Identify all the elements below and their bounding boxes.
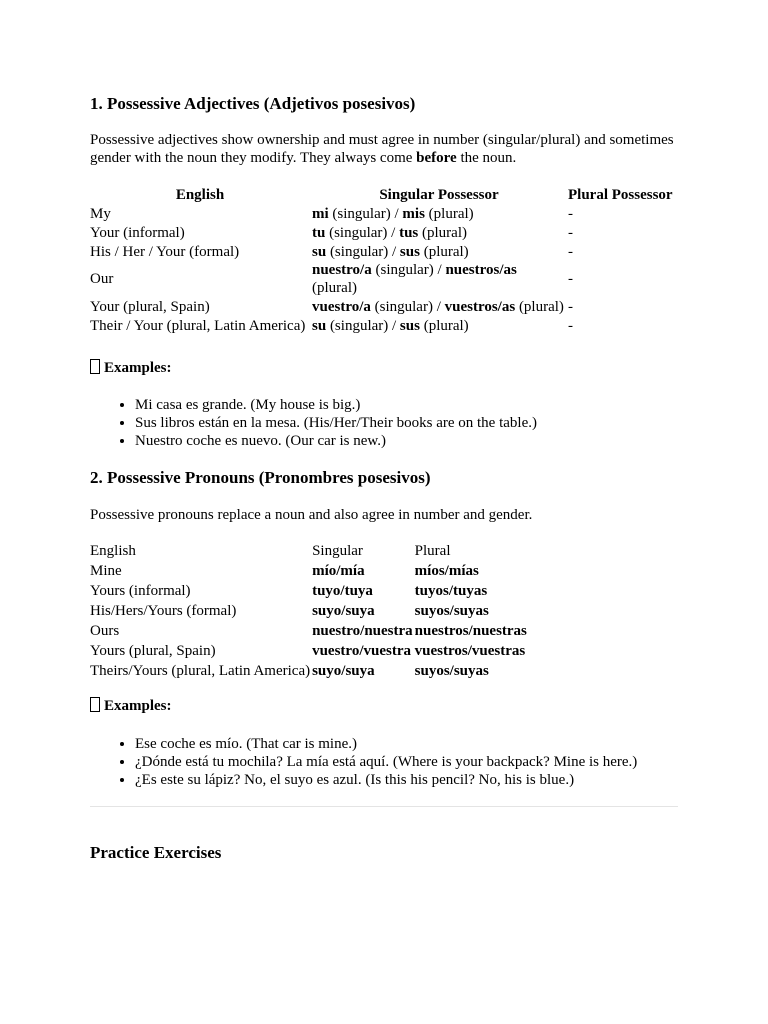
column-header-plural: Plural <box>414 543 451 559</box>
english-cell: Your (informal) <box>90 224 185 241</box>
table-row <box>89 621 528 641</box>
english-cell: My <box>90 205 111 222</box>
list-item: • ¿Es este su lápiz? No, el suyo es azul. (Is this his pencil? No, his is blue.) <box>135 771 637 789</box>
singular-cell: mío/mía <box>312 563 365 579</box>
checkbox-icon <box>90 359 100 374</box>
plural-cell: - <box>568 243 573 260</box>
singular-cell: nuestro/a (singular) / nuestros/as (plural) <box>312 262 517 296</box>
section2-heading: 2. Possessive Pronouns (Pronombres posesivos) <box>90 468 431 487</box>
column-header-english: English <box>90 543 136 559</box>
section1-intro <box>90 131 690 167</box>
plural-cell: nuestros/nuestras <box>414 623 527 639</box>
table-row <box>89 297 674 316</box>
english-cell: His / Her / Your (formal) <box>90 243 240 260</box>
plural-cell: vuestros/vuestras <box>414 643 526 659</box>
section-divider <box>90 806 678 807</box>
singular-cell: suyo/suya <box>312 603 375 619</box>
table-row <box>89 561 528 581</box>
list-item: • Sus libros están en la mesa. (His/Her/Their books are on the table.) <box>135 414 537 432</box>
singular-cell: suyo/suya <box>312 663 375 679</box>
plural-cell: tuyos/tuyas <box>414 583 488 599</box>
section1-heading: 1. Possessive Adjectives (Adjetivos posesivos) <box>90 94 416 113</box>
column-header-singular: Singular <box>312 543 363 559</box>
english-cell: Their / Your (plural, Latin America) <box>90 317 306 334</box>
table-row <box>89 204 674 223</box>
pronouns-table <box>89 541 528 681</box>
plural-cell: - <box>568 271 573 287</box>
english-cell: Theirs/Yours (plural, Latin America) <box>90 663 311 679</box>
table-row <box>89 661 528 681</box>
table-header-row <box>89 541 528 561</box>
column-header-english: English <box>175 186 225 203</box>
adjectives-table <box>89 185 674 335</box>
section1-intro-emphasis: before <box>416 150 457 166</box>
plural-cell: - <box>568 298 573 315</box>
section2-examples-list <box>90 735 637 789</box>
list-item: • Nuestro coche es nuevo. (Our car is new.) <box>135 432 537 450</box>
section2-examples-label: Examples: <box>90 697 172 715</box>
singular-cell: su (singular) / sus (plural) <box>312 243 469 260</box>
table-row <box>89 581 528 601</box>
english-cell: Yours (informal) <box>90 583 191 599</box>
singular-cell: nuestro/nuestra <box>312 623 413 639</box>
list-item: • Mi casa es grande. (My house is big.) <box>135 396 537 414</box>
plural-cell: - <box>568 317 573 334</box>
english-cell: Our <box>90 271 114 287</box>
table-row <box>89 242 674 261</box>
column-header-plural: Plural Possessor <box>568 186 673 203</box>
singular-cell: vuestro/vuestra <box>312 643 411 659</box>
list-item: • Ese coche es mío. (That car is mine.) <box>135 735 637 753</box>
plural-cell: suyos/suyas <box>414 603 489 619</box>
english-cell: Mine <box>90 563 122 579</box>
table-row <box>89 223 674 242</box>
plural-cell: - <box>568 224 573 241</box>
plural-cell: - <box>568 205 573 222</box>
column-header-singular: Singular Possessor <box>379 186 499 203</box>
table-row <box>89 601 528 621</box>
singular-cell: su (singular) / sus (plural) <box>312 317 469 334</box>
section1-intro-text: Possessive adjectives show ownership and must agree in number (singular/plural) and sometimes gender with the noun they modify. They always come <box>90 132 674 166</box>
singular-cell: tu (singular) / tus (plural) <box>312 224 467 241</box>
singular-cell: vuestro/a (singular) / vuestros/as (plural) <box>312 298 564 315</box>
list-item: • ¿Dónde está tu mochila? La mía está aquí. (Where is your backpack? Mine is here.) <box>135 753 637 771</box>
checkbox-icon <box>90 697 100 712</box>
english-cell: His/Hers/Yours (formal) <box>90 603 237 619</box>
section1-examples-label: Examples: <box>90 359 172 377</box>
practice-heading: Practice Exercises <box>90 843 222 862</box>
table-header-row <box>89 185 674 204</box>
table-row <box>89 261 674 297</box>
section2-intro: Possessive pronouns replace a noun and also agree in number and gender. <box>90 507 533 523</box>
singular-cell: mi (singular) / mis (plural) <box>312 205 474 222</box>
table-row <box>89 316 674 335</box>
english-cell: Ours <box>90 623 120 639</box>
section1-examples-list <box>90 396 537 450</box>
english-cell: Yours (plural, Spain) <box>90 643 216 659</box>
plural-cell: suyos/suyas <box>414 663 489 679</box>
singular-cell: tuyo/tuya <box>312 583 373 599</box>
section1-intro-end: the noun. <box>456 150 517 166</box>
english-cell: Your (plural, Spain) <box>90 298 210 315</box>
plural-cell: míos/mías <box>414 563 479 579</box>
table-row <box>89 641 528 661</box>
